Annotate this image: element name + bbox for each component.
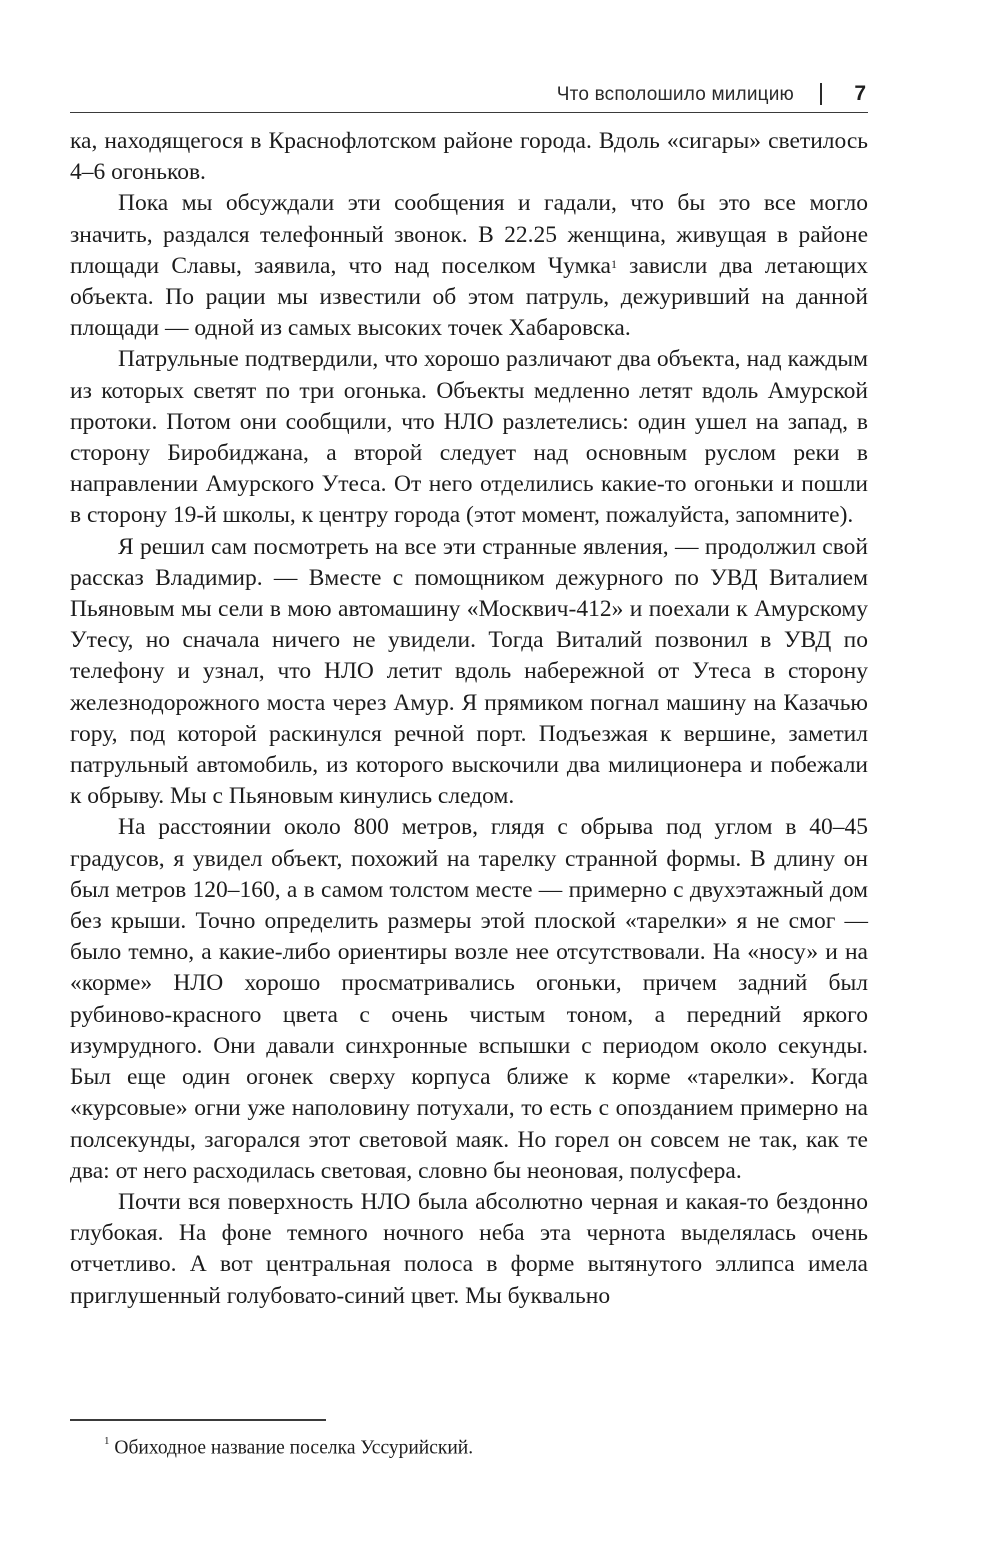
footnote-reference: 1 — [610, 256, 617, 271]
header-separator — [820, 83, 822, 105]
paragraph-3: Патрульные подтвердили, что хорошо различают два объекта, над каждым из которых светят по три огонька. Объекты медленно летят вдоль Амурской протоки. Потом они сообщили, что НЛО разлетелись: один ушел на запад, в сторону Биробиджана, а второй следует над основным руслом реки в направлении Амурского Утеса. От него отделились какие-то огоньки и пошли в сторону 19-й школы, к центру города (этот момент, пожалуйста, запомните). — [70, 346, 868, 529]
paragraph-2 — [70, 188, 868, 344]
paragraph-2-tail: зависли два летающих объекта. По рации мы известили об этом патруль, дежуривший на данной площади — одной из самых высоких точек Хабаровска. — [70, 252, 868, 342]
footnote-text: Обиходное название поселка Уссурийский. — [114, 1437, 474, 1459]
paragraph-5: На расстоянии около 800 метров, глядя с обрыва под углом в 40–45 градусов, я увидел объект, похожий на тарелку странной формы. В длину он был метров 120–160, а в самом толстом месте — примерно с двухэтажный дом без крыши. Точно определить размеры этой плоской «тарелки» я не смог — было темно, а какие-либо ориентиры возле нее отсутствовали. На «носу» и на «корме» НЛО хорошо просматривались огоньки, причем задний был рубиново-красного цвета с очень чистым тоном, а передний яркого изумрудного. Они давали синхронные вспышки с периодом около секунды. Был еще один огонек сверху корпуса ближе к корме «тарелки». Когда «курсовые» огни уже наполовину потухали, то есть с опозданием примерно на полсекунды, загорался этот световой маяк. Но горел он совсем не так, как те два: от него расходилась световая, словно бы неоновая, полусфера. — [70, 814, 868, 1184]
chapter-title: Что всполошило милицию — [556, 84, 794, 105]
body-text — [70, 126, 868, 1312]
page-number: 7 — [854, 82, 866, 105]
footnote — [104, 1431, 473, 1461]
footnote-divider — [70, 1419, 326, 1421]
footnote-marker: 1 — [104, 1435, 110, 1447]
running-header — [70, 82, 868, 113]
paragraph-4: Я решил сам посмотреть на все эти странные явления, — продолжил свой рассказ Владимир. — Вместе с помощником дежурного по УВД Виталием Пьяновым мы сели в мою автомашину «Москвич-412» и поехали к Амурскому Утесу, но сначала ничего не увидели. Тогда Виталий позвонил в УВД по телефону и узнал, что НЛО летит вдоль набережной от Утеса в сторону железнодорожного моста через Амур. Я прямиком погнал машину на Казачью гору, под которой раскинулся речной порт. Подъезжая к вершине, заметил патрульный автомобиль, из которого выскочили два милиционера и побежали к обрыву. Мы с Пьяновым кинулись следом. — [70, 533, 868, 810]
paragraph-2-text: Пока мы обсуждали эти сообщения и гадали, что бы это все могло значить, раздался телефонный звонок. В 22.25 женщина, живущая в районе площади Славы, заявила, что над поселком Чумка — [70, 190, 868, 279]
paragraph-1: ка, находящегося в Краснофлотском районе города. Вдоль «сигары» светилось 4–6 огоньков. — [70, 128, 868, 186]
paragraph-6: Почти вся поверхность НЛО была абсолютно черная и какая-то бездонно глубокая. На фоне темного ночного неба эта чернота выделялась очень отчетливо. А вот центральная полоса в форме вытянутого эллипса имела приглушенный голубовато-синий цвет. Мы буквально — [70, 1188, 868, 1309]
